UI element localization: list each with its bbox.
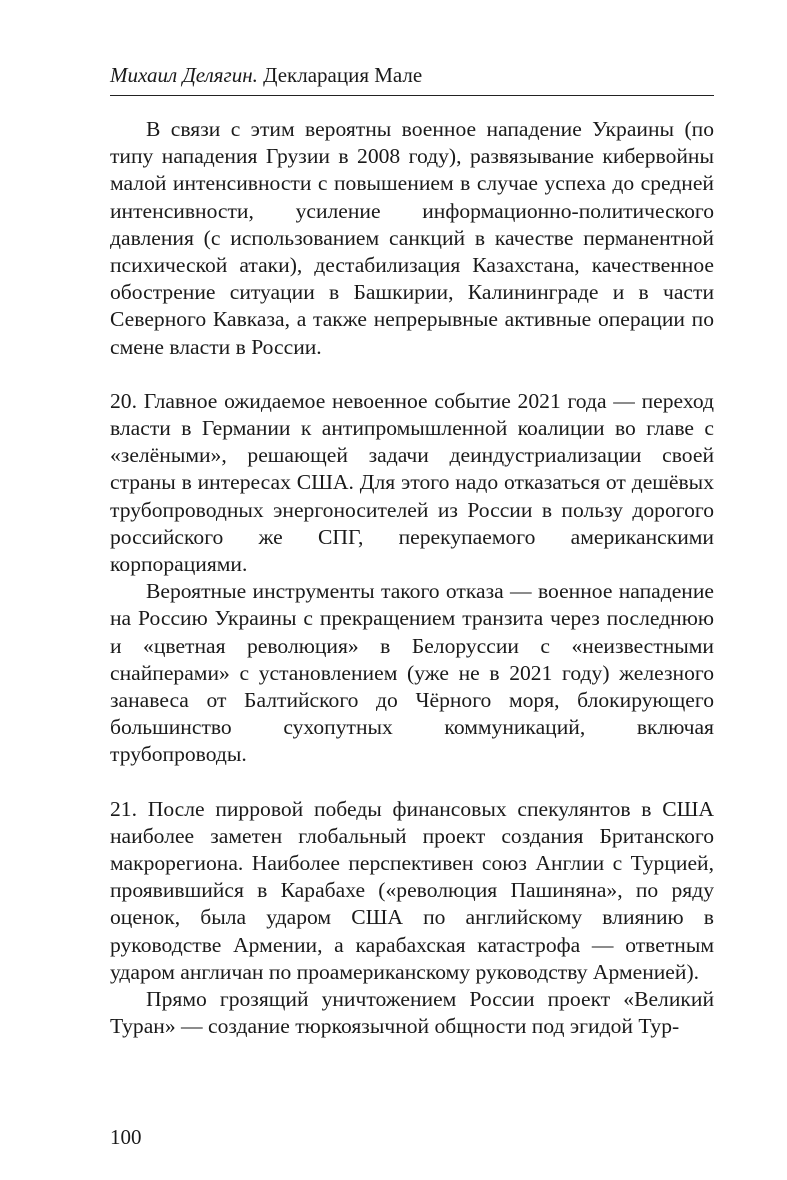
header-title: Декларация Мале: [263, 63, 423, 87]
paragraph-5: Прямо грозящий уничтожением России проект «Великий Туран» — создание тюркоязычной общности под эгидой Тур-: [110, 987, 714, 1039]
paragraph-3: Вероятные инструменты такого отказа — военное нападение на Россию Украины с прекращением транзита через последнюю и «цветная революция» в Белоруссии с «неизвестными снайперами» с установлением (уже не в 2021 году) железного занавеса от Балтийского до Чёрного моря, блокирующего большинство сухопутных коммуникаций, включая трубопроводы.: [110, 579, 714, 767]
page-body: [110, 116, 714, 1041]
paragraph-item-20: 20. Главное ожидаемое невоенное событие 2021 года — переход власти в Германии к антипромышленной коалиции во главе с «зелёными», решающей задачи деиндустриализации своей страны в интересах США. Для этого надо отказаться от дешёвых трубопроводных энергоносителей из России в пользу дорогого российского же СПГ, перекупаемого американскими корпорациями.: [110, 388, 714, 577]
header-author: Михаил Делягин.: [110, 63, 258, 87]
header-rule: [110, 95, 714, 96]
paragraph-item-21: 21. После пирровой победы финансовых спекулянтов в США наиболее заметен глобальный проект создания Британского макрорегиона. Наиболее перспективен союз Англии с Турцией, проявившийся в Карабахе («революция Пашиняна», по ряду оценок, была ударом США по английскому влиянию в руководстве Армении, а карабахская катастрофа — ответным ударом англичан по проамериканскому руководству Арменией).: [110, 796, 714, 984]
paragraph-1: В связи с этим вероятны военное нападение Украины (по типу нападения Грузии в 2008 году), развязывание кибервойны малой интенсивности с повышением в случае успеха до средней интенсивности, усиление информационно-политического давления (с использованием санкций в качестве перманентной психической атаки), дестабилизация Казахстана, качественное обострение ситуации в Башкирии, Калининграде и в части Северного Кавказа, а также непрерывные активные операции по смене власти в России.: [110, 117, 714, 359]
page-number: 100: [110, 1125, 142, 1149]
running-header: [110, 62, 714, 88]
